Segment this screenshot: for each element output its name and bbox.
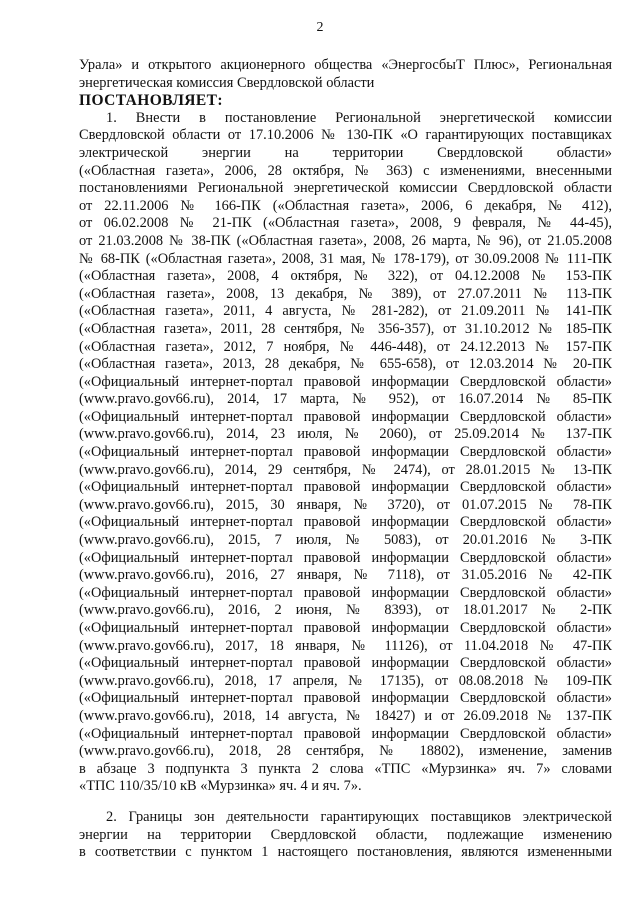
text-line: («Областная газета», 2013, 28 декабря, № 655-658), от 12.03.2014 № 20-ПК bbox=[79, 356, 612, 373]
text-line: (www.pravo.gov66.ru), 2018, 14 августа, № 18427) и от 26.09.2018 № 137-ПК bbox=[79, 707, 612, 724]
page-number: 2 bbox=[316, 20, 324, 35]
text-line: от 22.11.2006 № 166-ПК («Областная газета», 2006, 6 декабря, № 412), bbox=[79, 197, 612, 214]
text-line: «ТПС 110/35/10 кВ «Мурзинка» яч. 4 и яч. 7». bbox=[79, 778, 362, 795]
text-line: («Официальный интернет-портал правовой информации Свердловской области» bbox=[79, 690, 612, 707]
text-line: («Областная газета», 2012, 7 ноября, № 446-448), от 24.12.2013 № 157-ПК bbox=[79, 338, 612, 355]
text-line: (www.pravo.gov66.ru), 2015, 30 января, № 3720), от 01.07.2015 № 78-ПК bbox=[79, 496, 612, 513]
text-line: № 68-ПК («Областная газета», 2008, 31 мая, № 178-179), от 30.09.2008 № 111-ПК bbox=[79, 250, 612, 267]
text-line: («Областная газета», 2008, 4 октября, № 322), от 04.12.2008 № 153-ПК bbox=[79, 268, 612, 285]
resolution-heading: ПОСТАНОВЛЯЕТ: bbox=[79, 92, 223, 110]
text-line: («Областная газета», 2006, 28 октября, № 363) с изменениями, внесенными bbox=[79, 162, 612, 179]
text-line: («Областная газета», 2011, 4 августа, № 281-282), от 21.09.2011 № 141-ПК bbox=[79, 303, 612, 320]
text-line: от 06.02.2008 № 21-ПК («Областная газета», 2008, 9 февраля, № 44-45), bbox=[79, 215, 612, 232]
text-line: (www.pravo.gov66.ru), 2018, 28 сентября, № 18802), изменение, заменив bbox=[79, 743, 612, 760]
text-line: 1. Внести в постановление Региональной энергетической комиссии bbox=[106, 109, 612, 126]
text-line: (www.pravo.gov66.ru), 2015, 7 июля, № 5083), от 20.01.2016 № 3-ПК bbox=[79, 532, 612, 549]
text-line: («Официальный интернет-портал правовой информации Свердловской области» bbox=[79, 408, 612, 425]
text-line: (www.pravo.gov66.ru), 2014, 23 июля, № 2060), от 25.09.2014 № 137-ПК bbox=[79, 426, 612, 443]
text-line: (www.pravo.gov66.ru), 2014, 17 марта, № 952), от 16.07.2014 № 85-ПК bbox=[79, 391, 612, 408]
text-line: («Официальный интернет-портал правовой информации Свердловской области» bbox=[79, 549, 612, 566]
clause-2-paragraph bbox=[79, 809, 612, 862]
text-line: от 21.03.2008 № 38-ПК («Областная газета», 2008, 26 марта, № 96), от 21.05.2008 bbox=[79, 232, 612, 249]
text-line: постановлениями Региональной энергетической комиссии Свердловской области bbox=[79, 180, 612, 197]
text-line: в соответствии с пунктом 1 настоящего постановления, являются измененными bbox=[79, 844, 612, 861]
text-line: («Областная газета», 2011, 28 сентября, № 356-357), от 31.10.2012 № 185-ПК bbox=[79, 320, 612, 337]
text-line: (www.pravo.gov66.ru), 2016, 27 января, № 7118), от 31.05.2016 № 42-ПК bbox=[79, 567, 612, 584]
intro-paragraph bbox=[79, 57, 612, 92]
text-line: (www.pravo.gov66.ru), 2014, 29 сентября, № 2474), от 28.01.2015 № 13-ПК bbox=[79, 461, 612, 478]
document-body bbox=[79, 57, 612, 862]
text-line: («Областная газета», 2008, 13 декабря, № 389), от 27.07.2011 № 113-ПК bbox=[79, 285, 612, 302]
paragraph-gap bbox=[79, 796, 612, 809]
text-line: («Официальный интернет-портал правовой информации Свердловской области» bbox=[79, 620, 612, 636]
text-line: энергии на территории Свердловской области, подлежащие изменению bbox=[79, 826, 612, 843]
text-line: («Официальный интернет-портал правовой информации Свердловской области» bbox=[79, 655, 612, 672]
text-line: в абзаце 3 подпункта 3 пункта 2 слова «ТПС «Мурзинка» яч. 7» словами bbox=[79, 760, 612, 777]
text-line: 2. Границы зон деятельности гарантирующих поставщиков электрической bbox=[106, 808, 612, 825]
text-line: (www.pravo.gov66.ru), 2016, 2 июня, № 8393), от 18.01.2017 № 2-ПК bbox=[79, 602, 612, 619]
text-line: («Официальный интернет-портал правовой информации Свердловской области» bbox=[79, 373, 612, 390]
text-line: (www.pravo.gov66.ru), 2018, 17 апреля, № 17135), от 08.08.2018 № 109-ПК bbox=[79, 672, 612, 689]
text-line: («Официальный интернет-портал правовой информации Свердловской области» bbox=[79, 514, 612, 531]
text-line: («Официальный интернет-портал правовой информации Свердловской области» bbox=[79, 444, 612, 461]
text-line: («Официальный интернет-портал правовой информации Свердловской области» bbox=[79, 479, 612, 496]
text-line: Свердловской области от 17.10.2006 № 130-ПК «О гарантирующих поставщиках bbox=[79, 127, 612, 144]
text-line: («Официальный интернет-портал правовой информации Свердловской области» bbox=[79, 725, 612, 742]
text-line: («Официальный интернет-портал правовой информации Свердловской области» bbox=[79, 584, 612, 601]
text-line: энергетическая комиссия Свердловской области bbox=[79, 74, 375, 91]
text-line: Урала» и открытого акционерного общества «ЭнергосбыТ Плюс», Региональная bbox=[79, 57, 612, 73]
text-line: электрической энергии на территории Свердловской области» bbox=[79, 144, 612, 161]
text-line: (www.pravo.gov66.ru), 2017, 18 января, № 11126), от 11.04.2018 № 47-ПК bbox=[79, 637, 612, 654]
clause-1-paragraph bbox=[79, 110, 612, 796]
